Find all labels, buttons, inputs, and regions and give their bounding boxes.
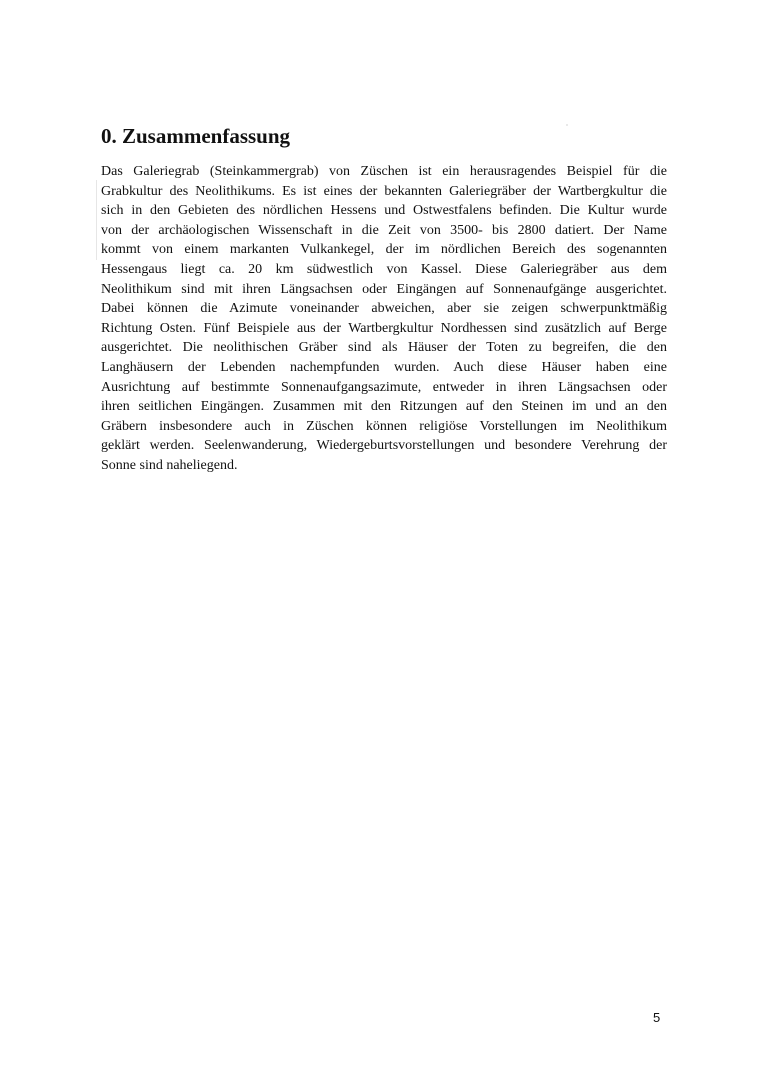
paragraph-line: ausgerichtet. Die neolithischen Gräber sind als Häuser der Toten zu begreifen, die den <box>101 340 667 356</box>
paragraph-line: ihren seitlichen Eingängen. Zusammen mit den Ritzungen auf den Steinen im und an den <box>101 399 667 415</box>
scan-margin-mark <box>96 180 97 260</box>
paragraph-line: Grabkultur des Neolithikums. Es ist eines der bekannten Galeriegräber der Wartbergkultur die <box>101 183 667 199</box>
paragraph-line: Sonne sind naheliegend. <box>101 457 238 473</box>
paragraph-line: Hessengaus liegt ca. 20 km südwestlich von Kassel. Diese Galeriegräber aus dem <box>101 261 667 277</box>
scan-speck <box>566 124 568 126</box>
paragraph-line: von der archäologischen Wissenschaft in die Zeit von 3500- bis 2800 datiert. Der Name <box>101 222 667 238</box>
paragraph-line: Dabei können die Azimute voneinander abweichen, aber sie zeigen schwerpunktmäßig <box>101 301 667 317</box>
paragraph-line: Neolithikum sind mit ihren Längsachsen oder Eingängen auf Sonnenaufgänge ausgerichtet. <box>101 281 667 297</box>
paragraph-line: kommt von einem markanten Vulkankegel, der im nördlichen Bereich des sogenannten <box>101 242 667 258</box>
section-heading: 0. Zusammenfassung <box>101 124 291 148</box>
paragraph-line: Das Galeriegrab (Steinkammergrab) von Züschen ist ein herausragendes Beispiel für die <box>101 164 667 179</box>
paragraph-line: Richtung Osten. Fünf Beispiele aus der Wartbergkultur Nordhessen sind zusätzlich auf Berge <box>101 320 667 336</box>
paragraph-line: sich in den Gebieten des nördlichen Hessens und Ostwestfalens befinden. Die Kultur wurde <box>101 203 667 219</box>
paragraph-line: Langhäusern der Lebenden nachempfunden wurden. Auch diese Häuser haben eine <box>101 359 667 375</box>
summary-paragraph <box>101 162 667 476</box>
paragraph-line: Ausrichtung auf bestimmte Sonnenaufgangsazimute, entweder in ihren Längsachsen oder <box>101 379 667 395</box>
page-number: 5 <box>653 1010 661 1025</box>
paragraph-line: Gräbern insbesondere auch in Züschen können religiöse Vorstellungen im Neolithikum <box>101 418 667 434</box>
paragraph-line: geklärt werden. Seelenwanderung, Wiedergeburtsvorstellungen und besondere Verehrung der <box>101 438 667 454</box>
